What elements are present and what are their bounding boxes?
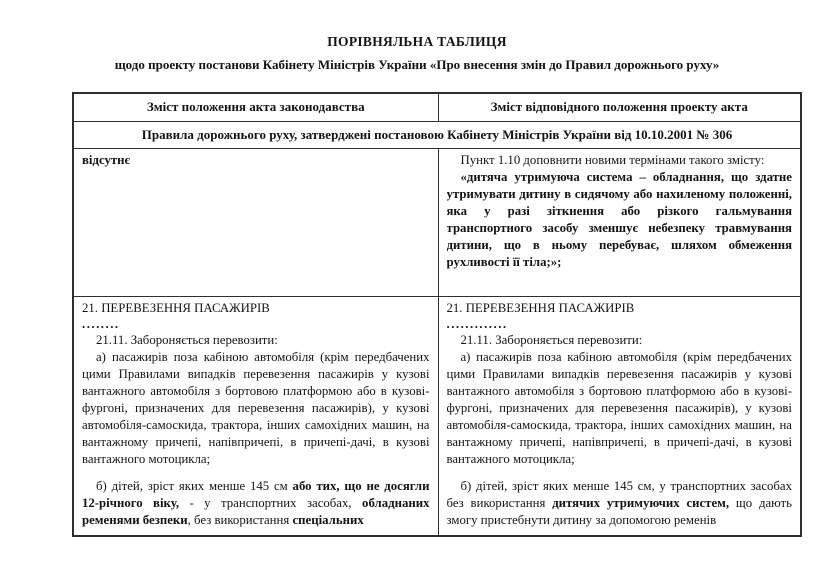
amendment-intro: Пункт 1.10 доповнити новими термінами такого змісту: (460, 152, 765, 167)
row1-right-cell (438, 148, 801, 296)
section-title-row (73, 121, 801, 148)
text-segment: обладнаних ременями безпеки (82, 495, 430, 527)
row2-right-content (447, 300, 793, 533)
row1-right-content (447, 152, 793, 293)
term-definition: «дитяча утримуюча система – обладнання, що здатне утримувати дитину в сидячому або нахиленому положенні, яка у разі зіткнення або різкого гальмування транспортного засобу зменшує небезпеку травмування дитини, що в ньому перебуває, шляхом обмеження рухливості її тіла;»; (446, 169, 792, 269)
text-segment: б) дітей, зріст яких менше 145 см (96, 478, 293, 493)
row2-right-cell (438, 296, 801, 536)
comparison-table (72, 92, 802, 537)
text-segment: дитячих утримуючих систем, (552, 495, 730, 510)
text-segment: спеціальних (292, 512, 364, 527)
chapter-heading: 21. ПЕРЕВЕЗЕННЯ ПАСАЖИРІВ (82, 300, 270, 315)
text-segment: б) дітей, зріст яких менше 145 см, у транспортних засобах без використання (446, 478, 792, 510)
chapter-heading: 21. ПЕРЕВЕЗЕННЯ ПАСАЖИРІВ (446, 300, 635, 315)
text-segment: - у транспортних засобах, (179, 495, 363, 510)
text-segment: , без використання (187, 512, 293, 527)
document-subtitle: щодо проекту постанови Кабінету Міністрів України «Про внесення змін до Правил дорожнього руху» (114, 57, 720, 72)
document-title: ПОРІВНЯЛЬНА ТАБЛИЦЯ (327, 34, 507, 49)
ellipsis-line: ........ (82, 316, 120, 331)
table-row (73, 296, 801, 536)
absent-label: відсутнє (82, 152, 131, 167)
row2-left-cell (73, 296, 438, 536)
section-title: Правила дорожнього руху, затверджені постановою Кабінету Міністрів України від 10.10.2001 № 306 (73, 121, 801, 148)
table-row (73, 148, 801, 296)
paragraph-a: а) пасажирів поза кабіною автомобіля (крім передбачених цими Правилами випадків перевезення пасажирів у кузові вантажного автомобіля з бортовою платформою або в кузові-фургоні, призначених для перевезення пасажирів), у кузові автомобіля-самоскида, трактора, інших самохідних машин, на вантажному причепі, напівпричепі, в причепі-дачі, в кузові вантажного мотоцикла; (82, 349, 430, 466)
row2-left-content (82, 300, 430, 533)
table-header-row (73, 93, 801, 121)
row1-left-cell (73, 148, 438, 296)
clause-21-11: 21.11. Забороняється перевозити: (96, 332, 278, 347)
column-header-draft: Зміст відповідного положення проекту акта (438, 93, 801, 121)
clause-21-11: 21.11. Забороняється перевозити: (460, 332, 643, 347)
text-segment: що дають змогу пристебнути дитину за допомогою ременів (446, 495, 792, 527)
paragraph-b (82, 478, 430, 529)
ellipsis-line: ............. (446, 316, 508, 331)
text-segment: або тих, що не досягли 12-річного віку, (82, 478, 430, 510)
paragraph-b (447, 478, 793, 529)
column-header-legislation: Зміст положення акта законодавства (73, 93, 438, 121)
paragraph-a: а) пасажирів поза кабіною автомобіля (крім передбачених цими Правилами випадків перевезення пасажирів у кузові вантажного автомобіля з бортовою платформою або в кузові-фургоні, призначених для перевезення пасажирів), у кузові автомобіля-самоскида, трактора, інших самохідних машин, на вантажному причепі, напівпричепі, в причепі-дачі, в кузові вантажного мотоцикла; (446, 349, 792, 466)
